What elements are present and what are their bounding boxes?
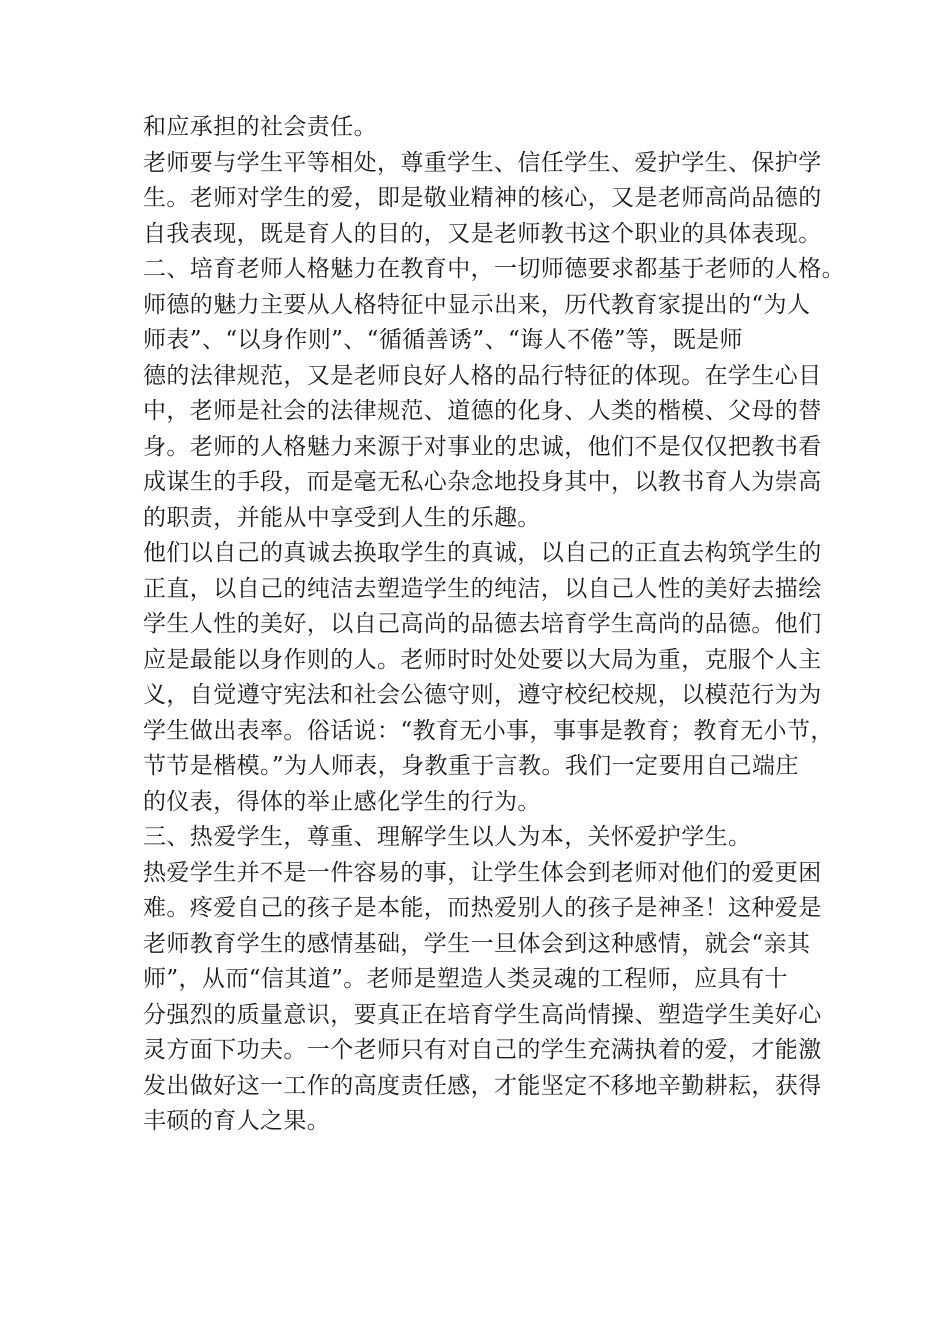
text-line: 丰硕的育人之果。 bbox=[143, 1108, 331, 1134]
text-line: 学生做出表率。俗话说：“教育无小事，事事是教育；教育无小节， bbox=[143, 717, 834, 744]
text-line: 老师要与学生平等相处，尊重学生、信任学生、爱护学生、保护学 bbox=[143, 149, 822, 176]
text-line: 的职责，并能从中享受到人生的乐趣。 bbox=[143, 504, 541, 531]
text-line: 他们以自己的真诚去换取学生的真诚，以自己的正直去构筑学生的 bbox=[143, 540, 822, 566]
text-line: 义，自觉遵守宪法和社会公德守则，遵守校纪校规，以模范行为为 bbox=[143, 682, 822, 708]
text-line: 自我表现，既是育人的目的，又是老师教书这个职业的具体表现。 bbox=[143, 220, 822, 247]
text-line: 师德的魅力主要从人格特征中显示出来，历代教育家提出的“为人 bbox=[143, 291, 811, 318]
text-line: 发出做好这一工作的高度责任感，才能坚定不移地辛勤耕耘，获得 bbox=[143, 1072, 822, 1099]
text-line: 成谋生的手段，而是毫无私心杂念地投身其中，以教书育人为崇高 bbox=[143, 469, 822, 495]
section-heading-line: 三、热爱学生，尊重、理解学生以人为本，关怀爱护学生。 bbox=[143, 824, 752, 850]
section-heading-line: 二、培育老师人格魅力在教育中，一切师德要求都基于老师的人格。 bbox=[143, 256, 845, 282]
text-line: 正直，以自己的纯洁去塑造学生的纯洁，以自己人性的美好去描绘 bbox=[143, 575, 822, 602]
text-line: 中，老师是社会的法律规范、道德的化身、人类的楷模、父母的替 bbox=[143, 398, 822, 424]
text-line: 的仪表，得体的举止感化学生的行为。 bbox=[143, 788, 541, 815]
text-line: 和应承担的社会责任。 bbox=[143, 114, 377, 140]
text-line: 德的法律规范，又是老师良好人格的品行特征的体现。在学生心目 bbox=[143, 362, 822, 389]
text-line: 应是最能以身作则的人。老师时时处处要以大局为重，克服个人主 bbox=[143, 646, 822, 673]
text-line: 灵方面下功夫。一个老师只有对自己的学生充满执着的爱，才能激 bbox=[143, 1037, 822, 1063]
text-line: 老师教育学生的感情基础，学生一旦体会到这种感情，就会“亲其 bbox=[143, 930, 811, 957]
text-line: 学生人性的美好，以自己高尚的品德去培育学生高尚的品德。他们 bbox=[143, 611, 822, 637]
text-line: 身。老师的人格魅力来源于对事业的忠诚，他们不是仅仅把教书看 bbox=[143, 433, 822, 460]
body-text bbox=[143, 110, 845, 1140]
text-line: 师”，从而“信其道”。老师是塑造人类灵魂的工程师，应具有十 bbox=[143, 966, 788, 992]
text-line: 节节是楷模。”为人师表，身教重于言教。我们一定要用自己端庄 bbox=[143, 753, 799, 779]
text-line: 生。老师对学生的爱，即是敬业精神的核心，又是老师高尚品德的 bbox=[143, 185, 822, 211]
text-line: 师表”、“以身作则”、“循循善诱”、“诲人不倦”等，既是师 bbox=[143, 327, 743, 353]
text-line: 热爱学生并不是一件容易的事，让学生体会到老师对他们的爱更困 bbox=[143, 859, 822, 886]
text-line: 分强烈的质量意识，要真正在培育学生高尚情操、塑造学生美好心 bbox=[143, 1001, 822, 1028]
text-line: 难。疼爱自己的孩子是本能，而热爱别人的孩子是神圣！这种爱是 bbox=[143, 895, 822, 921]
